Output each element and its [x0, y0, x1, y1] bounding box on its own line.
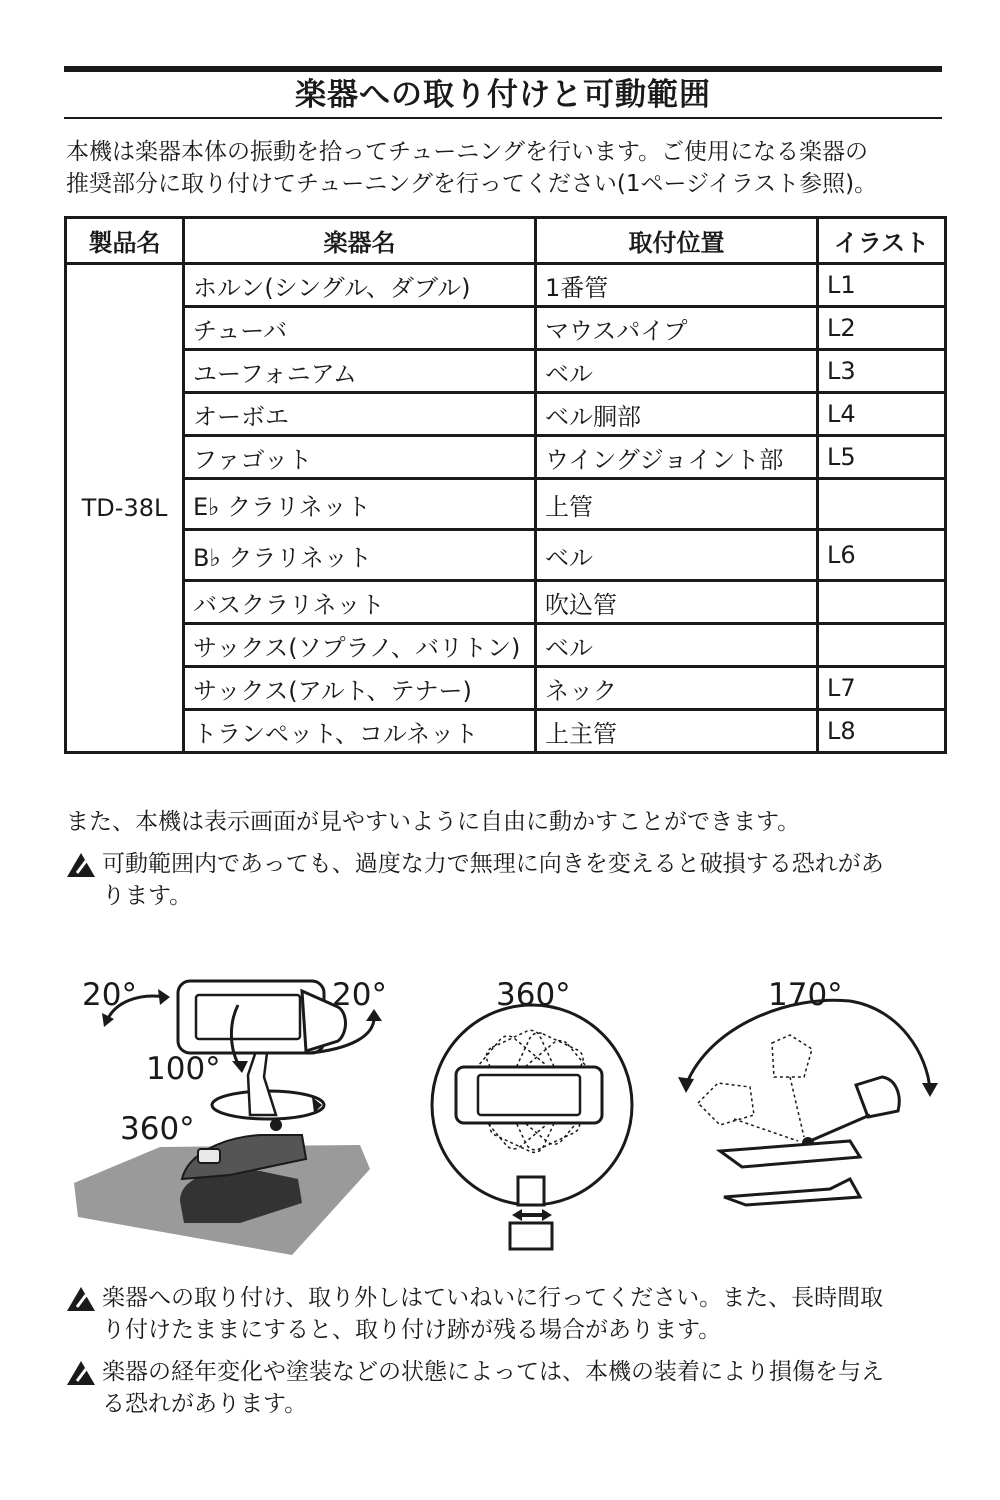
intro-paragraph — [66, 136, 946, 200]
table-row — [66, 530, 946, 581]
screen-rotation-label: 360° — [496, 977, 571, 1013]
instrument-cell: バスクラリネット — [184, 581, 536, 624]
instrument-cell: オーボエ — [184, 393, 536, 436]
table-row — [66, 624, 946, 667]
warning-line: り付けたままにすると、取り付け跡が残る場合があります。 — [102, 1317, 722, 1343]
instrument-cell: ホルン(シングル、ダブル) — [184, 264, 536, 307]
product-cell: TD-38L — [66, 264, 184, 753]
illustration-cell: L5 — [818, 436, 946, 479]
table-row — [66, 710, 946, 753]
illustration-cell: L7 — [818, 667, 946, 710]
caution-triangle-icon — [66, 1286, 96, 1312]
position-cell: ベル胴部 — [536, 393, 818, 436]
caution-triangle-icon — [66, 1360, 96, 1386]
warning-line: 楽器への取り付け、取り外しはていねいに行ってください。また、長時間取 — [102, 1285, 884, 1311]
page-title: 楽器への取り付けと可動範囲 — [295, 77, 711, 113]
illustration-cell: L6 — [818, 530, 946, 581]
position-cell: ネック — [536, 667, 818, 710]
position-cell: マウスパイプ — [536, 307, 818, 350]
movable-range-figure — [70, 965, 950, 1260]
position-cell: 上管 — [536, 479, 818, 530]
intro-line: 推奨部分に取り付けてチューニングを行ってください(1ページイラスト参照)。 — [66, 171, 878, 197]
clip-swing-label: 170° — [768, 977, 843, 1013]
table-row — [66, 350, 946, 393]
intro-line: 本機は楽器本体の振動を拾ってチューニングを行います。ご使用になる楽器の — [66, 139, 869, 165]
position-cell: 上主管 — [536, 710, 818, 753]
instrument-cell: チューバ — [184, 307, 536, 350]
illustration-cell: L8 — [818, 710, 946, 753]
illustration-cell: L1 — [818, 264, 946, 307]
table-header-row — [66, 218, 946, 264]
base-rotation-label: 360° — [120, 1111, 195, 1147]
table-row — [66, 264, 946, 307]
warning-note-force — [66, 848, 982, 912]
header-product: 製品名 — [66, 218, 184, 264]
header-illustration: イラスト — [818, 218, 946, 264]
header-instrument: 楽器名 — [184, 218, 536, 264]
warning-note-attach — [66, 1282, 982, 1346]
illustration-cell: L4 — [818, 393, 946, 436]
warning-line: 楽器の経年変化や塗装などの状態によっては、本機の装着により損傷を与え — [102, 1359, 884, 1385]
table-row — [66, 436, 946, 479]
caution-triangle-icon — [66, 852, 96, 878]
table-row — [66, 479, 946, 530]
position-cell: 吹込管 — [536, 581, 818, 624]
table-row — [66, 581, 946, 624]
tilt-left-label: 20° — [82, 977, 137, 1013]
tilt-right-label: 20° — [332, 977, 387, 1013]
warning-line: ります。 — [102, 883, 193, 909]
instrument-cell: サックス(アルト、テナー) — [184, 667, 536, 710]
tilt-down-label: 100° — [146, 1051, 221, 1087]
mounting-table — [64, 216, 947, 754]
movable-note: また、本機は表示画面が見やすいように自由に動かすことができます。 — [66, 809, 801, 835]
warning-note-damage — [66, 1356, 982, 1420]
table-row — [66, 393, 946, 436]
clip-swing-illustration — [678, 1000, 938, 1205]
illustration-cell: L3 — [818, 350, 946, 393]
table-row — [66, 307, 946, 350]
position-cell: ベル — [536, 530, 818, 581]
illustration-cell: L2 — [818, 307, 946, 350]
position-cell: 1番管 — [536, 264, 818, 307]
illustration-cell — [818, 581, 946, 624]
position-cell: ウイングジョイント部 — [536, 436, 818, 479]
instrument-cell: B♭ クラリネット — [184, 530, 536, 581]
header-position: 取付位置 — [536, 218, 818, 264]
instrument-cell: E♭ クラリネット — [184, 479, 536, 530]
table-row — [66, 667, 946, 710]
heading-rule-top — [64, 66, 942, 72]
instrument-cell: ユーフォニアム — [184, 350, 536, 393]
instrument-cell: トランペット、コルネット — [184, 710, 536, 753]
position-cell: ベル — [536, 624, 818, 667]
heading-rule-bottom — [64, 117, 942, 119]
position-cell: ベル — [536, 350, 818, 393]
instrument-cell: サックス(ソプラノ、バリトン) — [184, 624, 536, 667]
warning-line: 可動範囲内であっても、過度な力で無理に向きを変えると破損する恐れがあ — [102, 851, 884, 877]
illustration-cell — [818, 624, 946, 667]
warning-line: る恐れがあります。 — [102, 1391, 308, 1417]
instrument-cell: ファゴット — [184, 436, 536, 479]
screen-rotation-illustration — [432, 1005, 632, 1249]
illustration-cell — [818, 479, 946, 530]
